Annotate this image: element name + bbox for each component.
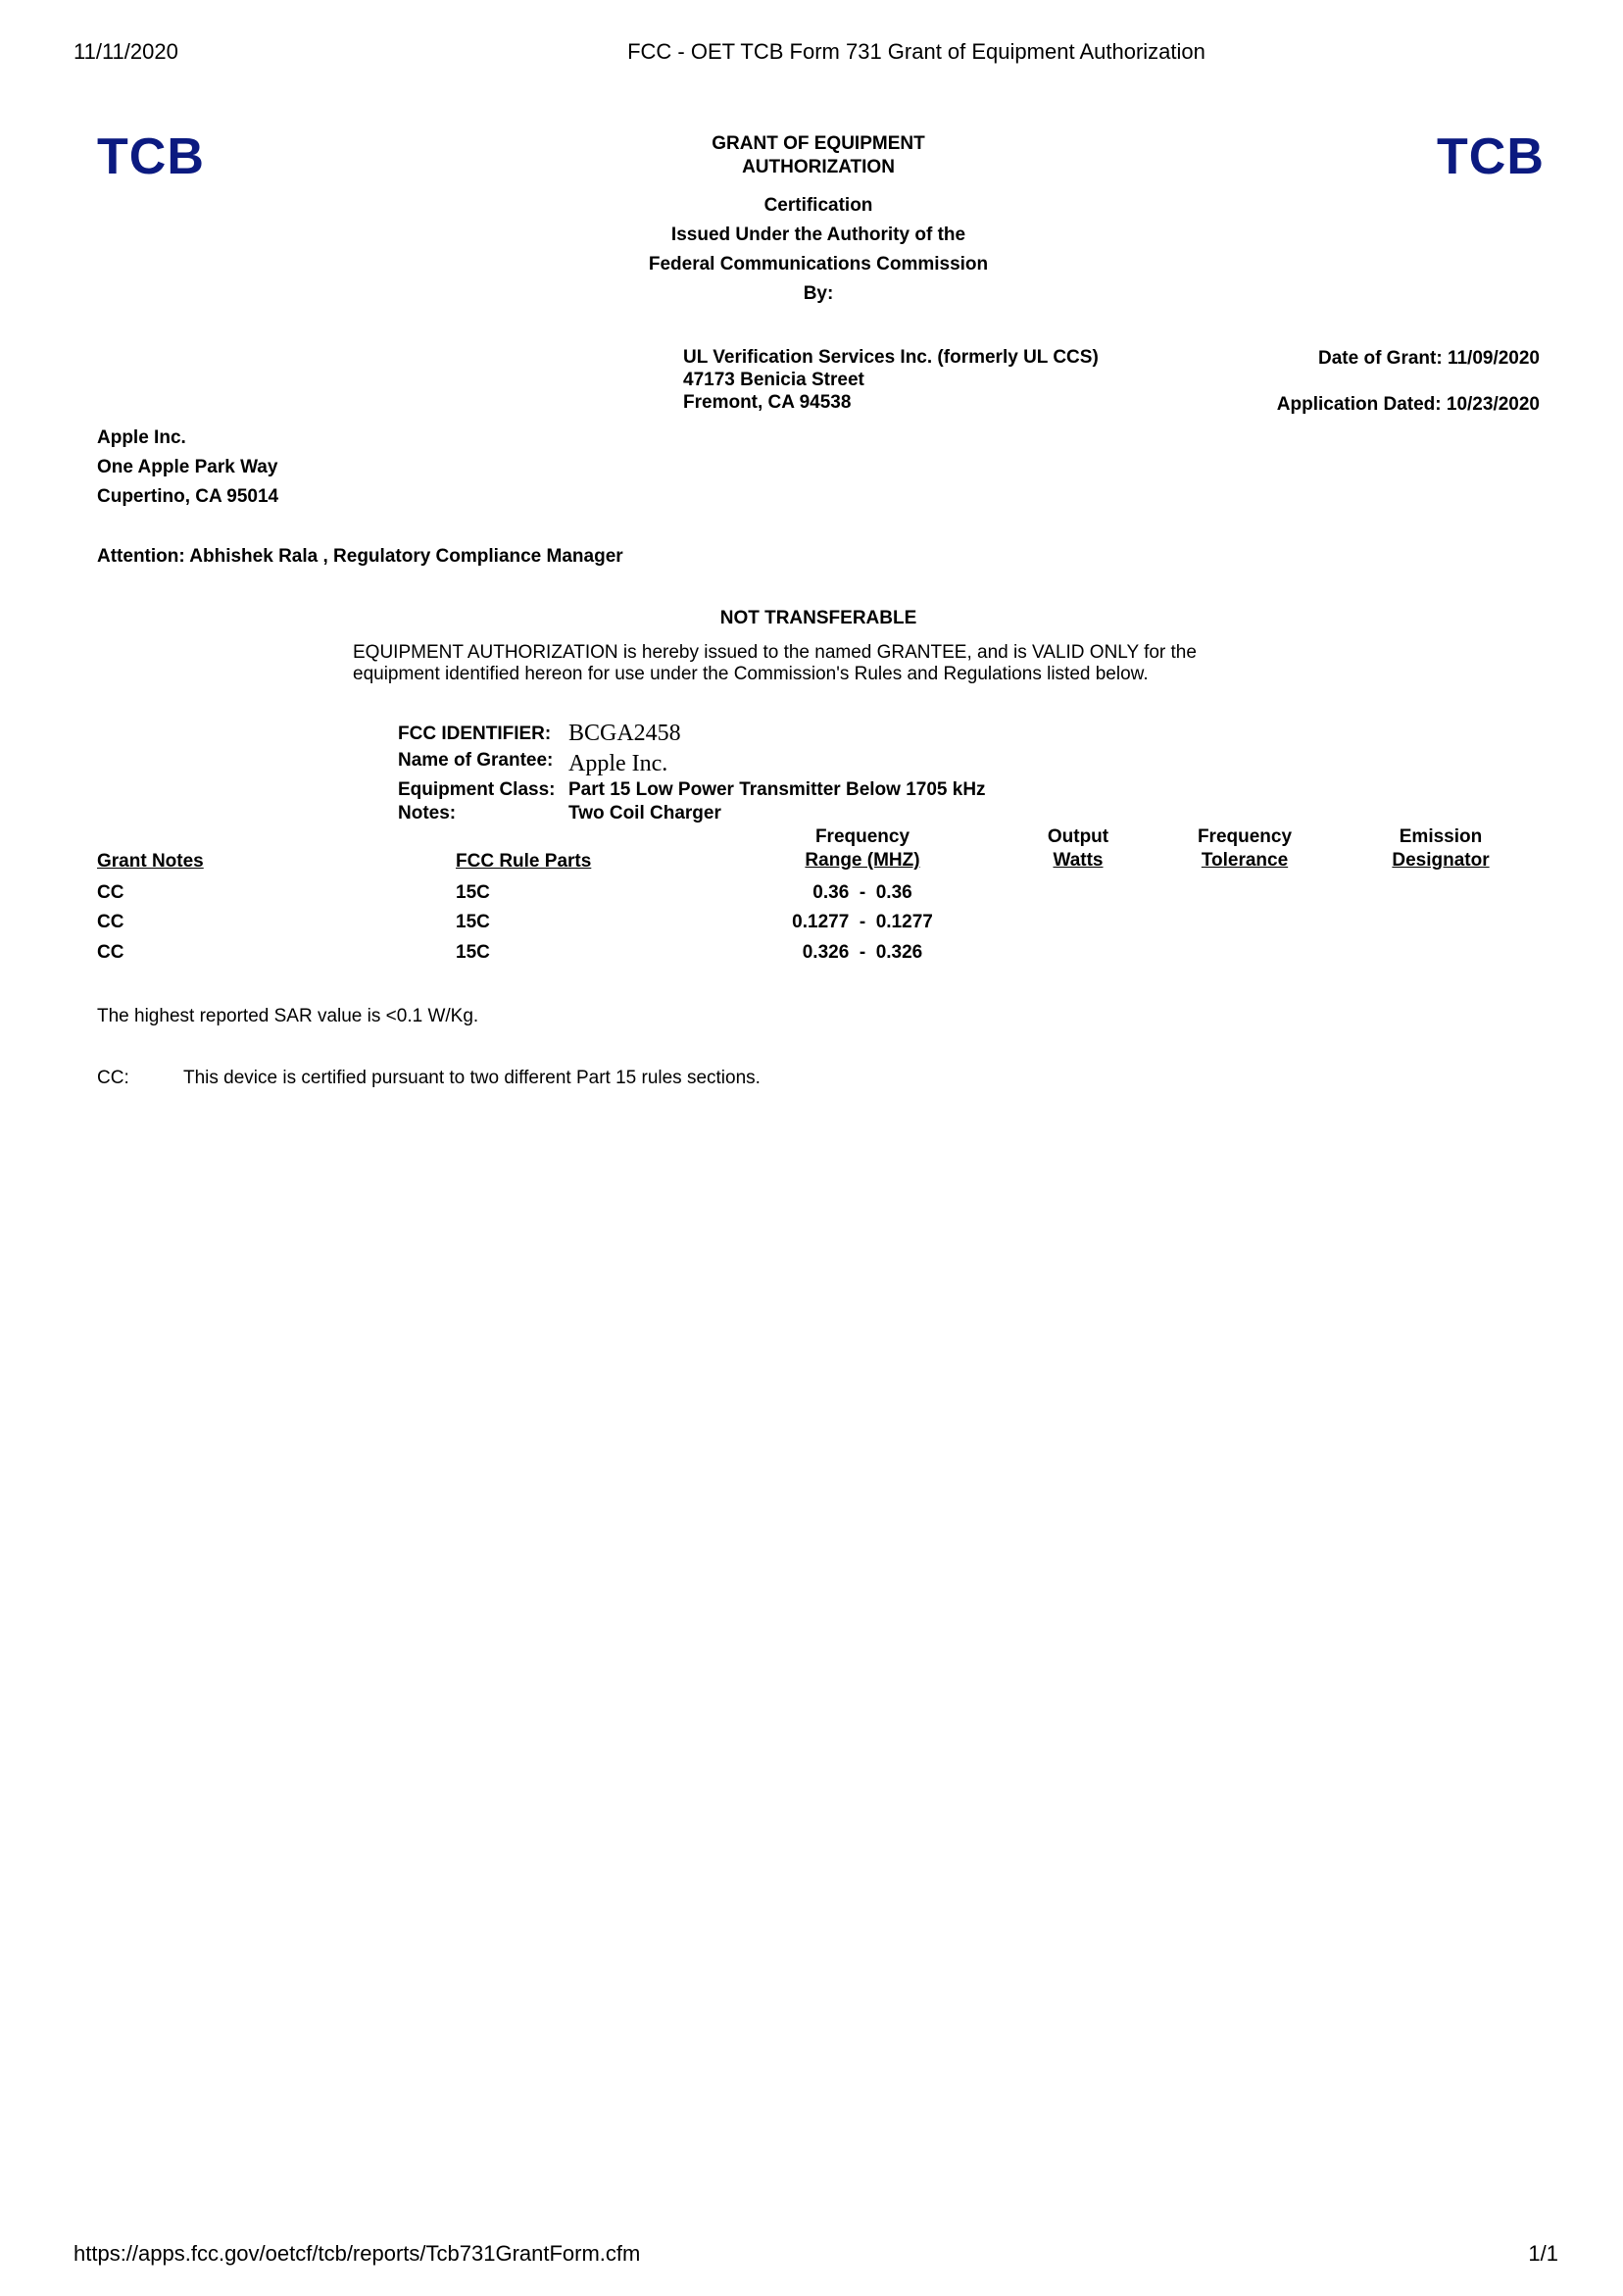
grantee-address [97,424,278,512]
notes-value: Two Coil Charger [568,803,721,824]
header-frequency-range-top: Frequency [814,826,910,847]
header-frequency-range [764,825,960,873]
cc-note-text: This device is certified pursuant to two different Part 15 rules sections. [183,1068,761,1088]
heading-line-2: AUTHORIZATION [742,157,895,177]
cc-note-label: CC: [97,1068,129,1088]
issuer-block [683,346,1099,414]
issuer-street: 47173 Benicia Street [683,370,864,390]
table-row-1-notes: CC [97,882,124,903]
notes-label: Notes: [398,803,457,824]
table-row-3-range: 0.326 - 0.326 [802,942,923,963]
sar-statement: The highest reported SAR value is <0.1 W/Kg. [97,1006,479,1026]
header-tolerance-bottom: Tolerance [1201,850,1289,871]
grant-heading [588,132,1049,179]
table-row-2-notes: CC [97,912,124,932]
heading-line-3: Certification [763,195,873,216]
heading-line-6: By: [803,283,834,304]
grantee-name-value: Apple Inc. [568,751,668,776]
print-title: FCC - OET TCB Form 731 Grant of Equipment Authorization [627,39,1205,64]
table-row-2-range: 0.1277 - 0.1277 [792,912,933,932]
header-rule-parts: FCC Rule Parts [456,851,592,872]
application-dated: Application Dated: 10/23/2020 [1276,394,1540,415]
date-of-grant: Date of Grant: 11/09/2020 [1318,348,1540,369]
print-page-number: 1/1 [1528,2241,1558,2266]
header-output-bottom: Watts [1053,850,1104,871]
table-row-3-notes: CC [97,942,124,963]
authorization-line-2: equipment identified hereon for use under the Commission's Rules and Regulations listed below. [353,664,1149,684]
not-transferable-title: NOT TRANSFERABLE [719,608,917,628]
header-frequency-range-bottom: Range (MHZ) [805,850,920,871]
authorization-statement [353,642,1197,685]
header-output-watts [1019,825,1137,873]
fcc-id-value: BCGA2458 [568,721,681,746]
grantee-address-street: One Apple Park Way [97,457,278,477]
table-row-2-rule: 15C [456,912,490,932]
table-row-1-range: 0.36 - 0.36 [812,882,912,903]
grantee-address-name: Apple Inc. [97,427,186,448]
grantee-address-city: Cupertino, CA 95014 [97,486,279,507]
authorization-line-1: EQUIPMENT AUTHORIZATION is hereby issued to the named GRANTEE, and is VALID ONLY for the [353,642,1197,663]
heading-line-5: Federal Communications Commission [648,254,989,275]
header-output-top: Output [1047,826,1109,847]
table-row-1-rule: 15C [456,882,490,903]
header-grant-notes: Grant Notes [97,851,204,872]
heading-line-1: GRANT OF EQUIPMENT [712,133,925,154]
issuer-name: UL Verification Services Inc. (formerly UL CCS) [683,347,1099,368]
equipment-class-value: Part 15 Low Power Transmitter Below 1705 kHz [568,779,986,800]
heading-line-4: Issued Under the Authority of the [670,225,966,245]
attention-line: Attention: Abhishek Rala , Regulatory Compliance Manager [97,546,623,567]
authority-block [588,191,1049,309]
fcc-id-label: FCC IDENTIFIER: [398,724,552,744]
header-emission-top: Emission [1399,826,1483,847]
grantee-name-label: Name of Grantee: [398,750,554,771]
header-frequency-tolerance [1166,825,1323,873]
tcb-logo-left: TCB [97,128,205,185]
header-emission-bottom: Designator [1392,850,1490,871]
header-tolerance-top: Frequency [1197,826,1293,847]
tcb-logo-right: TCB [1437,128,1545,185]
print-url: https://apps.fcc.gov/oetcf/tcb/reports/Tcb731GrantForm.cfm [74,2241,641,2266]
table-row-3-rule: 15C [456,942,490,963]
issuer-city: Fremont, CA 94538 [683,392,852,413]
equipment-class-label: Equipment Class: [398,779,556,800]
print-date: 11/11/2020 [74,39,178,64]
header-emission-designator [1362,825,1519,873]
